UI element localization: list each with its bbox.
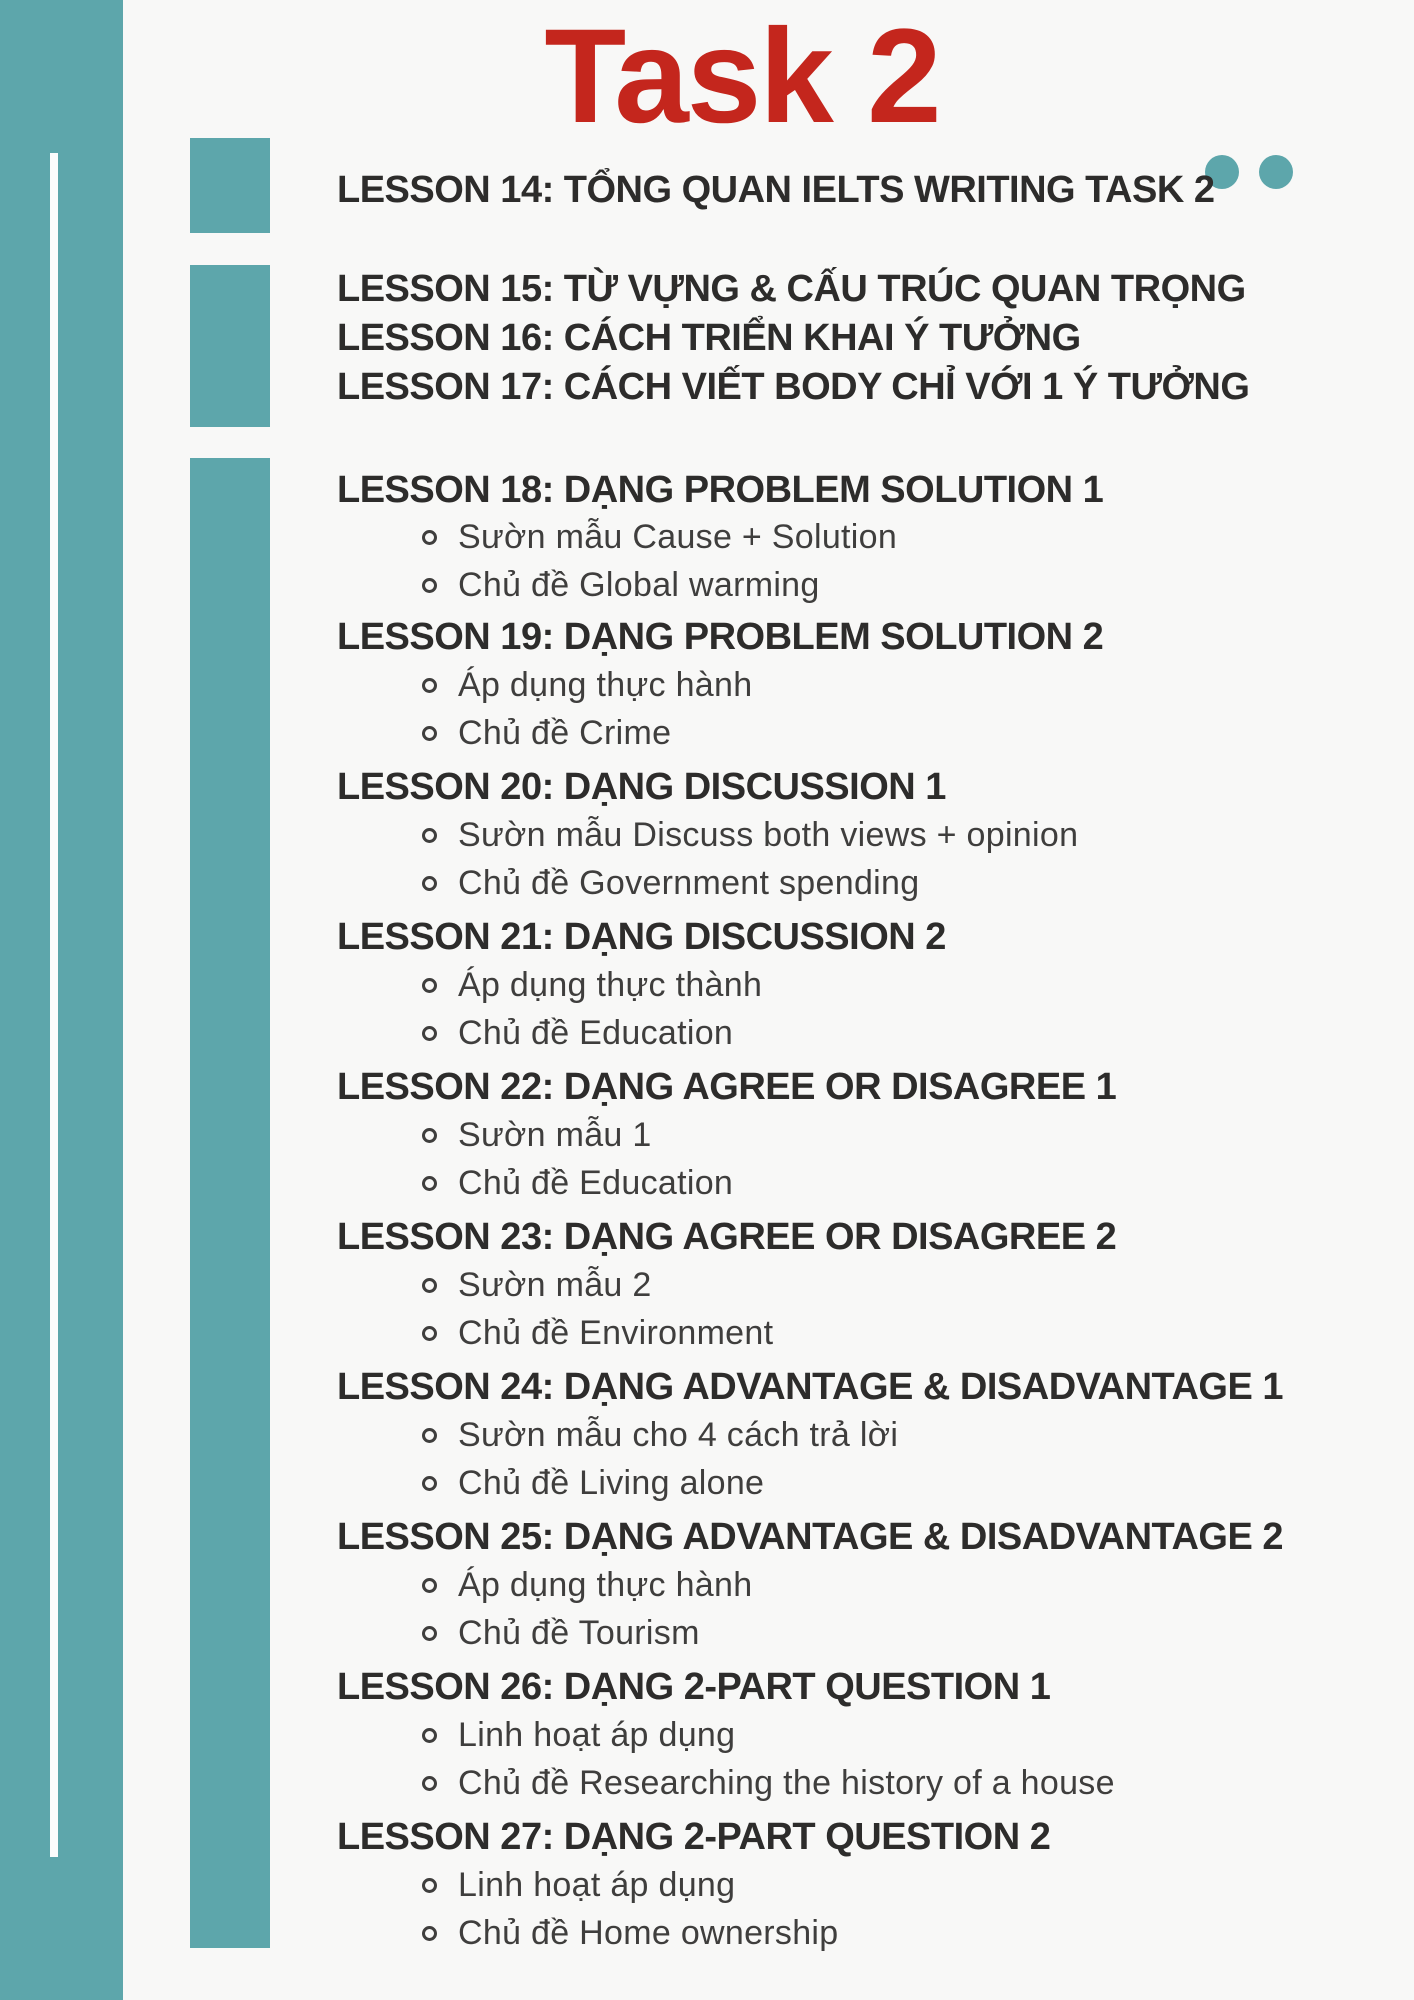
list-item [422,1916,839,1950]
lesson-heading-26: LESSON 26: DẠNG 2-PART QUESTION 1 [337,1666,1051,1708]
list-item [422,1166,733,1200]
teal-square-decoration [190,265,270,427]
lesson-heading-25: LESSON 25: DẠNG ADVANTAGE & DISADVANTAGE 2 [337,1516,1283,1558]
bullet-label: Áp dụng thực hành [458,1566,753,1604]
bullet-label: Áp dụng thực thành [458,966,763,1004]
lesson-heading-18: LESSON 18: DẠNG PROBLEM SOLUTION 1 [337,469,1104,511]
circle-bullet-icon [422,1776,437,1791]
lesson-heading-24: LESSON 24: DẠNG ADVANTAGE & DISADVANTAGE 1 [337,1366,1283,1408]
circle-bullet-icon [422,1326,437,1341]
list-item [422,968,762,1002]
lesson-heading-23: LESSON 23: DẠNG AGREE OR DISAGREE 2 [337,1216,1117,1258]
circle-bullet-icon [422,1626,437,1641]
circle-bullet-icon [422,726,437,741]
list-item [422,1316,773,1350]
bullet-label: Sườn mẫu Cause + Solution [458,518,898,556]
bullet-label: Linh hoạt áp dụng [458,1866,736,1904]
list-item [422,1268,652,1302]
bullet-label: Chủ đề Education [458,1164,734,1202]
bullet-label: Sườn mẫu 2 [458,1266,652,1304]
list-item [422,716,671,750]
bullet-label: Áp dụng thực hành [458,666,753,704]
page-title: Task 2 [544,2,940,151]
bullet-label: Sườn mẫu cho 4 cách trả lời [458,1416,899,1454]
lesson-heading-19: LESSON 19: DẠNG PROBLEM SOLUTION 2 [337,616,1104,658]
circle-bullet-icon [422,1476,437,1491]
lesson-heading-22: LESSON 22: DẠNG AGREE OR DISAGREE 1 [337,1066,1117,1108]
circle-bullet-icon [422,678,437,693]
lesson-heading-14: LESSON 14: TỔNG QUAN IELTS WRITING TASK 2 [337,169,1215,211]
circle-bullet-icon [422,1128,437,1143]
lesson-heading-20: LESSON 20: DẠNG DISCUSSION 1 [337,766,946,808]
lesson-heading-15: LESSON 15: TỪ VỰNG & CẤU TRÚC QUAN TRỌNG [337,268,1246,310]
teal-square-decoration [190,138,270,233]
list-item [422,866,919,900]
vertical-line-decoration [50,153,58,1857]
teal-dot-icon [1259,155,1293,189]
bullet-label: Chủ đề Environment [458,1314,774,1352]
lesson-heading-27: LESSON 27: DẠNG 2-PART QUESTION 2 [337,1816,1051,1858]
list-item [422,818,1078,852]
bullet-label: Chủ đề Researching the history of a house [458,1764,1115,1802]
list-item [422,1568,752,1602]
circle-bullet-icon [422,828,437,843]
circle-bullet-icon [422,1428,437,1443]
bullet-label: Sườn mẫu 1 [458,1116,652,1154]
circle-bullet-icon [422,876,437,891]
lesson-heading-17: LESSON 17: CÁCH VIẾT BODY CHỈ VỚI 1 Ý TƯỞNG [337,366,1250,408]
circle-bullet-icon [422,1026,437,1041]
circle-bullet-icon [422,1878,437,1893]
circle-bullet-icon [422,578,437,593]
circle-bullet-icon [422,1278,437,1293]
list-item [422,1418,898,1452]
bullet-label: Chủ đề Global warming [458,566,820,604]
bullet-label: Chủ đề Government spending [458,864,920,902]
list-item [422,668,752,702]
bullet-label: Chủ đề Home ownership [458,1914,839,1952]
list-item [422,1616,700,1650]
bullet-label: Chủ đề Crime [458,714,672,752]
lesson-heading-16: LESSON 16: CÁCH TRIỂN KHAI Ý TƯỞNG [337,317,1081,359]
left-accent-bar [0,0,123,2000]
circle-bullet-icon [422,1926,437,1941]
list-item [422,1868,735,1902]
bullet-label: Chủ đề Living alone [458,1464,765,1502]
bullet-label: Sườn mẫu Discuss both views + opinion [458,816,1079,854]
bullet-label: Chủ đề Education [458,1014,734,1052]
list-item [422,1466,764,1500]
circle-bullet-icon [422,530,437,545]
teal-square-decoration [190,458,270,1948]
list-item [422,568,820,602]
circle-bullet-icon [422,1578,437,1593]
circle-bullet-icon [422,1728,437,1743]
circle-bullet-icon [422,1176,437,1191]
bullet-label: Linh hoạt áp dụng [458,1716,736,1754]
list-item [422,1766,1115,1800]
list-item [422,1016,733,1050]
list-item [422,1118,652,1152]
circle-bullet-icon [422,978,437,993]
list-item [422,520,897,554]
list-item [422,1718,735,1752]
lesson-heading-21: LESSON 21: DẠNG DISCUSSION 2 [337,916,946,958]
bullet-label: Chủ đề Tourism [458,1614,700,1652]
